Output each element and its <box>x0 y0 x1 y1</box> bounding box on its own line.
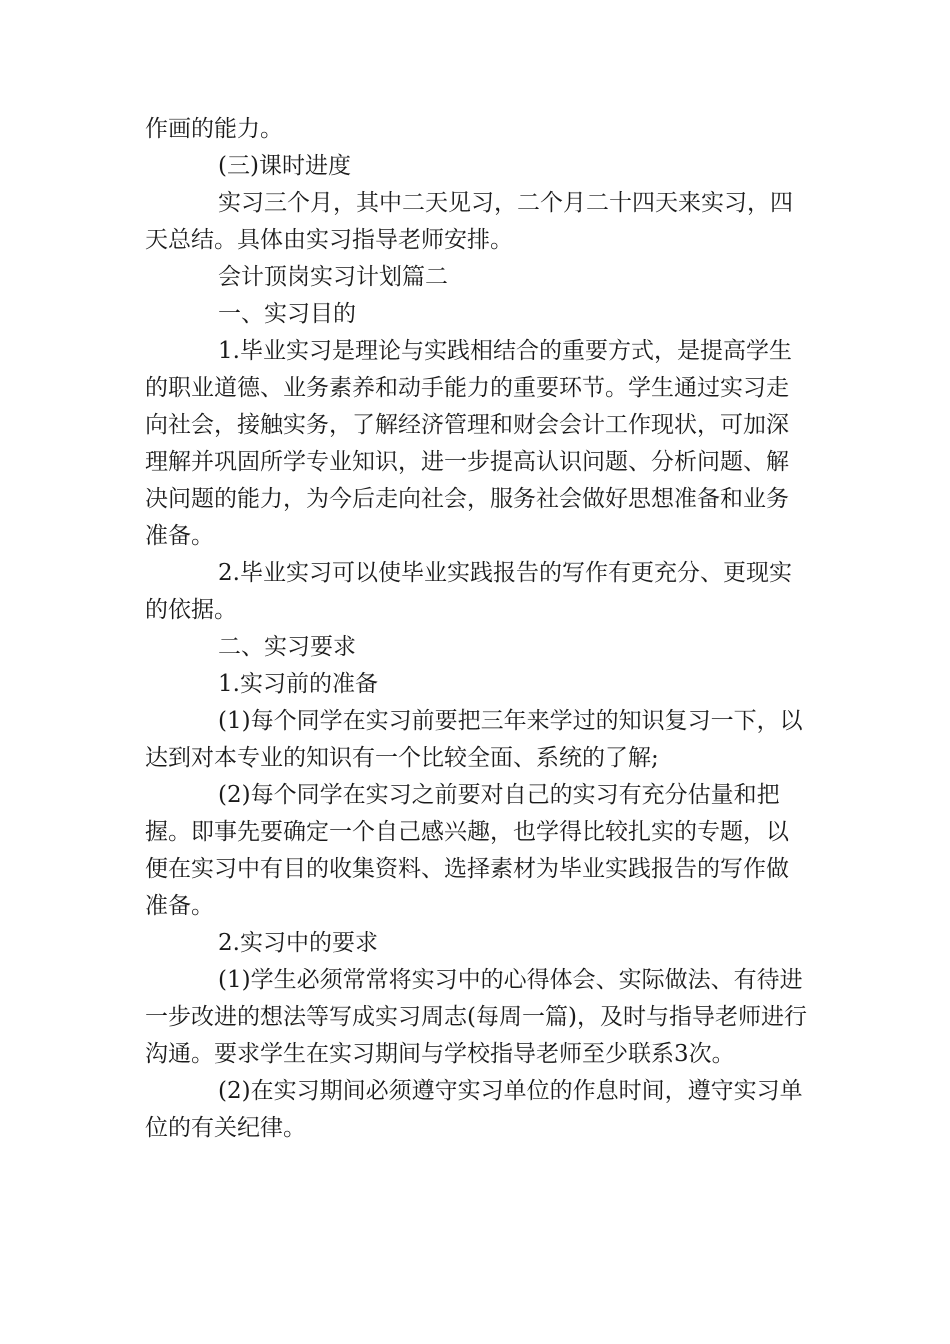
subheading-during-internship: 2.实习中的要求 <box>218 930 378 956</box>
section-heading-requirements: 二、实习要求 <box>218 634 356 660</box>
section-heading-purpose: 一、实习目的 <box>218 301 356 327</box>
article-title: 会计顶岗实习计划篇二 <box>218 264 448 290</box>
paragraph-preparation-2: (2)每个同学在实习之前要对自己的实习有充分估量和把握。即事先要确定一个自己感兴趣，也学得比较扎实的专题，以便在实习中有目的收集资料、选择素材为毕业实践报告的写作做准备。 <box>145 782 789 919</box>
paragraph-preparation-1: (1)每个同学在实习前要把三年来学过的知识复习一下，以达到对本专业的知识有一个比较全面、系统的了解; <box>145 708 803 771</box>
paragraph-during-2: (2)在实习期间必须遵守实习单位的作息时间，遵守实习单位的有关纪律。 <box>145 1078 803 1141</box>
subheading-preparation: 1.实习前的准备 <box>218 671 378 697</box>
section-heading-schedule: (三)课时进度 <box>218 153 351 179</box>
document-body <box>145 111 810 1147</box>
paragraph-during-1: (1)学生必须常常将实习中的心得体会、实际做法、有待进一步改进的想法等写成实习周志(每周一篇)，及时与指导老师进行沟通。要求学生在实习期间与学校指导老师至少联系3次。 <box>145 967 807 1067</box>
paragraph-continuation: 作画的能力。 <box>145 116 283 142</box>
paragraph-purpose-1: 1.毕业实习是理论与实践相结合的重要方式，是提高学生的职业道德、业务素养和动手能力的重要环节。学生通过实习走向社会，接触实务，了解经济管理和财会会计工作现状，可加深理解并巩固所学专业知识，进一步提高认识问题、分析问题、解决问题的能力，为今后走向社会，服务社会做好思想准备和业务准备。 <box>145 338 792 549</box>
paragraph-schedule: 实习三个月，其中二天见习，二个月二十四天来实习，四天总结。具体由实习指导老师安排。 <box>145 190 793 253</box>
paragraph-purpose-2: 2.毕业实习可以使毕业实践报告的写作有更充分、更现实的依据。 <box>145 560 792 623</box>
